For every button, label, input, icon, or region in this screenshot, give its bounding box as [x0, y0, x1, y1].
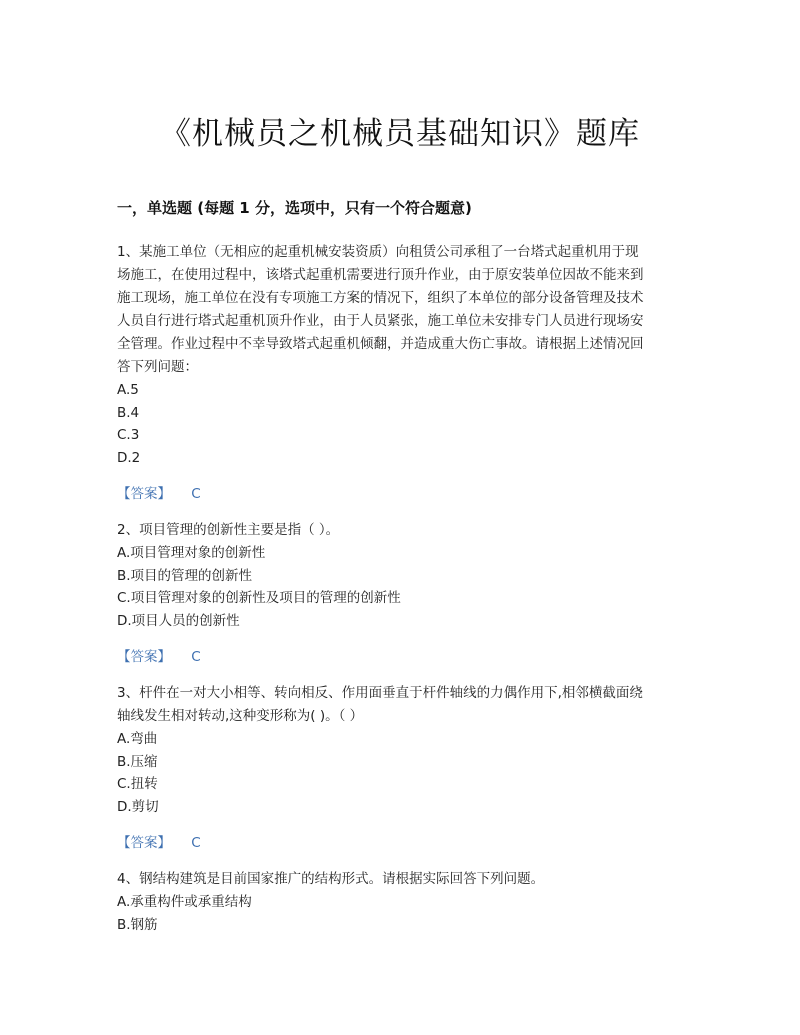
option-b: B.压缩: [117, 753, 158, 770]
question-1: [117, 241, 687, 505]
answer-label: 【答案】: [117, 649, 171, 665]
answer-label: 【答案】: [117, 486, 171, 502]
option-c: C.3: [117, 427, 140, 443]
option-d: D.项目人员的创新性: [117, 612, 240, 629]
question-stem: [117, 682, 687, 728]
stem-line: 答下列问题：: [117, 359, 198, 375]
question-stem: [117, 868, 687, 891]
option-a: A.承重构件或承重结构: [117, 894, 252, 910]
option-a: A.项目管理对象的创新性: [117, 545, 266, 561]
option-c: C.项目管理对象的创新性及项目的管理的创新性: [117, 590, 401, 606]
question-stem: [117, 241, 687, 379]
option-c: C.扭转: [117, 776, 158, 792]
answer-value: C: [191, 835, 201, 851]
answer-line: [117, 483, 687, 505]
page-title: 《机械员之机械员基础知识》题库: [160, 116, 640, 152]
question-list: [117, 241, 687, 936]
question-3: [117, 682, 687, 854]
option-b: B.4: [117, 404, 140, 421]
question-2: [117, 519, 687, 668]
stem-line: 1、某施工单位（无相应的起重机械安装资质）向租赁公司承租了一台塔式起重机用于现: [117, 244, 639, 260]
stem-line: 轴线发生相对转动,这种变形称为( )。（ ）: [117, 708, 364, 724]
option-b: B.项目的管理的创新性: [117, 567, 253, 584]
stem-line: 3、杆件在一对大小相等、转向相反、作用面垂直于杆件轴线的力偶作用下,相邻横截面绕: [117, 685, 643, 701]
stem-line: 人员自行进行塔式起重机顶升作业，由于人员紧张，施工单位未安排专门人员进行现场安: [117, 313, 644, 329]
option-a: A.弯曲: [117, 731, 158, 747]
question-4: [117, 868, 687, 936]
stem-line: 4、钢结构建筑是目前国家推广的结构形式。请根据实际回答下列问题。: [117, 871, 545, 887]
option-b: B.钢筋: [117, 916, 158, 933]
answer-label: 【答案】: [117, 835, 171, 851]
answer-line: [117, 646, 687, 668]
stem-line: 全管理。作业过程中不幸导致塔式起重机倾翻，并造成重大伤亡事故。请根据上述情况回: [117, 336, 644, 352]
stem-line: 场施工，在使用过程中，该塔式起重机需要进行顶升作业，由于原安装单位因故不能来到: [117, 267, 644, 283]
answer-value: C: [191, 486, 201, 502]
question-stem: [117, 519, 687, 542]
option-d: D.剪切: [117, 798, 159, 815]
section-heading: 一，单选题 (每题 1 分，选项中，只有一个符合题意): [117, 199, 472, 217]
answer-line: [117, 832, 687, 854]
option-a: A.5: [117, 382, 139, 398]
option-d: D.2: [117, 449, 141, 466]
answer-value: C: [191, 649, 201, 665]
stem-line: 施工现场，施工单位在没有专项施工方案的情况下，组织了本单位的部分设备管理及技术: [117, 290, 644, 306]
stem-line: 2、项目管理的创新性主要是指（ ）。: [117, 522, 340, 538]
